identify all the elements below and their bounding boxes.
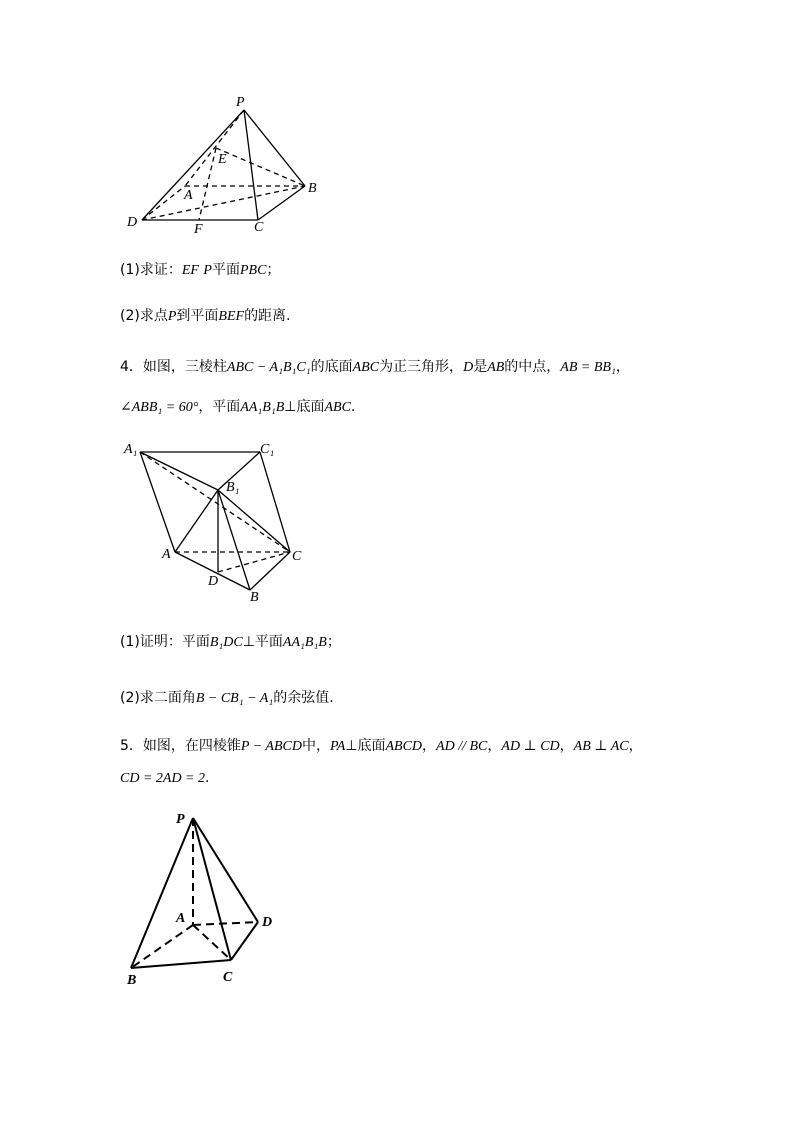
edge-eb: [216, 148, 305, 186]
edge-cd: [231, 922, 258, 960]
q4-line1: 4．如图，三棱柱ABC − A₁B₁C₁的底面ABC为正三角形，D是AB的中点，AB = BB₁，: [120, 359, 630, 375]
edge-pb: [244, 110, 305, 186]
edge-bc: [250, 552, 290, 590]
label-b: B: [250, 590, 259, 605]
edge-cb: [258, 186, 305, 220]
label-f: F: [194, 222, 203, 237]
label-b: B: [127, 973, 137, 988]
edge-pc: [244, 110, 258, 220]
edge-ef: [199, 148, 216, 220]
label-a: A: [162, 547, 171, 562]
figure-pyramid-pabcd: [120, 90, 340, 240]
edge-c1c: [260, 452, 290, 552]
label-c: C: [292, 549, 302, 564]
label-d: D: [208, 574, 219, 589]
edge-pb: [131, 818, 193, 968]
label-p: P: [236, 95, 245, 110]
edge-pc: [193, 818, 231, 960]
label-d: D: [262, 915, 273, 930]
label-a: A: [176, 911, 186, 926]
label-a1: A₁: [124, 442, 138, 457]
q4-part2: (2)求二面角B − CB₁ − A₁的余弦值.: [120, 690, 334, 706]
label-a: A: [184, 188, 193, 203]
label-p: P: [176, 812, 185, 827]
edge-pd: [193, 818, 258, 922]
label-e: E: [218, 152, 227, 167]
q4-line2: ∠ABB₁ = 60°，平面AA₁B₁B⊥底面ABC.: [120, 399, 356, 415]
q5-line2: CD = 2AD = 2.: [120, 770, 210, 786]
edge-pa: [185, 110, 244, 186]
label-b: B: [308, 181, 317, 196]
q5-line1: 5．如图，在四棱锥P − ABCD中，PA⊥底面ABCD，AD // BC，AD ⊥ CD，AB ⊥ AC，: [120, 738, 643, 754]
figure-pyramid-p-abcd: [120, 805, 290, 990]
edge-ad: [193, 922, 258, 925]
edge-b1c: [218, 490, 290, 552]
edge-bc: [131, 960, 231, 968]
edge-a1c: [140, 452, 290, 552]
q3-part1: (1)求证：EF P平面PBC；: [120, 262, 281, 278]
q3-part2: (2)求点P到平面BEF的距离.: [120, 308, 291, 324]
edge-pd: [142, 110, 244, 220]
label-c: C: [254, 220, 264, 235]
label-d: D: [127, 215, 138, 230]
label-b1: B₁: [226, 480, 240, 495]
q4-part1: (1)证明：平面B₁DC⊥平面AA₁B₁B；: [120, 634, 341, 650]
label-c1: C₁: [260, 442, 275, 457]
edge-b1b: [218, 490, 250, 590]
label-c: C: [223, 970, 233, 985]
figure-prism-abc: [120, 440, 320, 610]
